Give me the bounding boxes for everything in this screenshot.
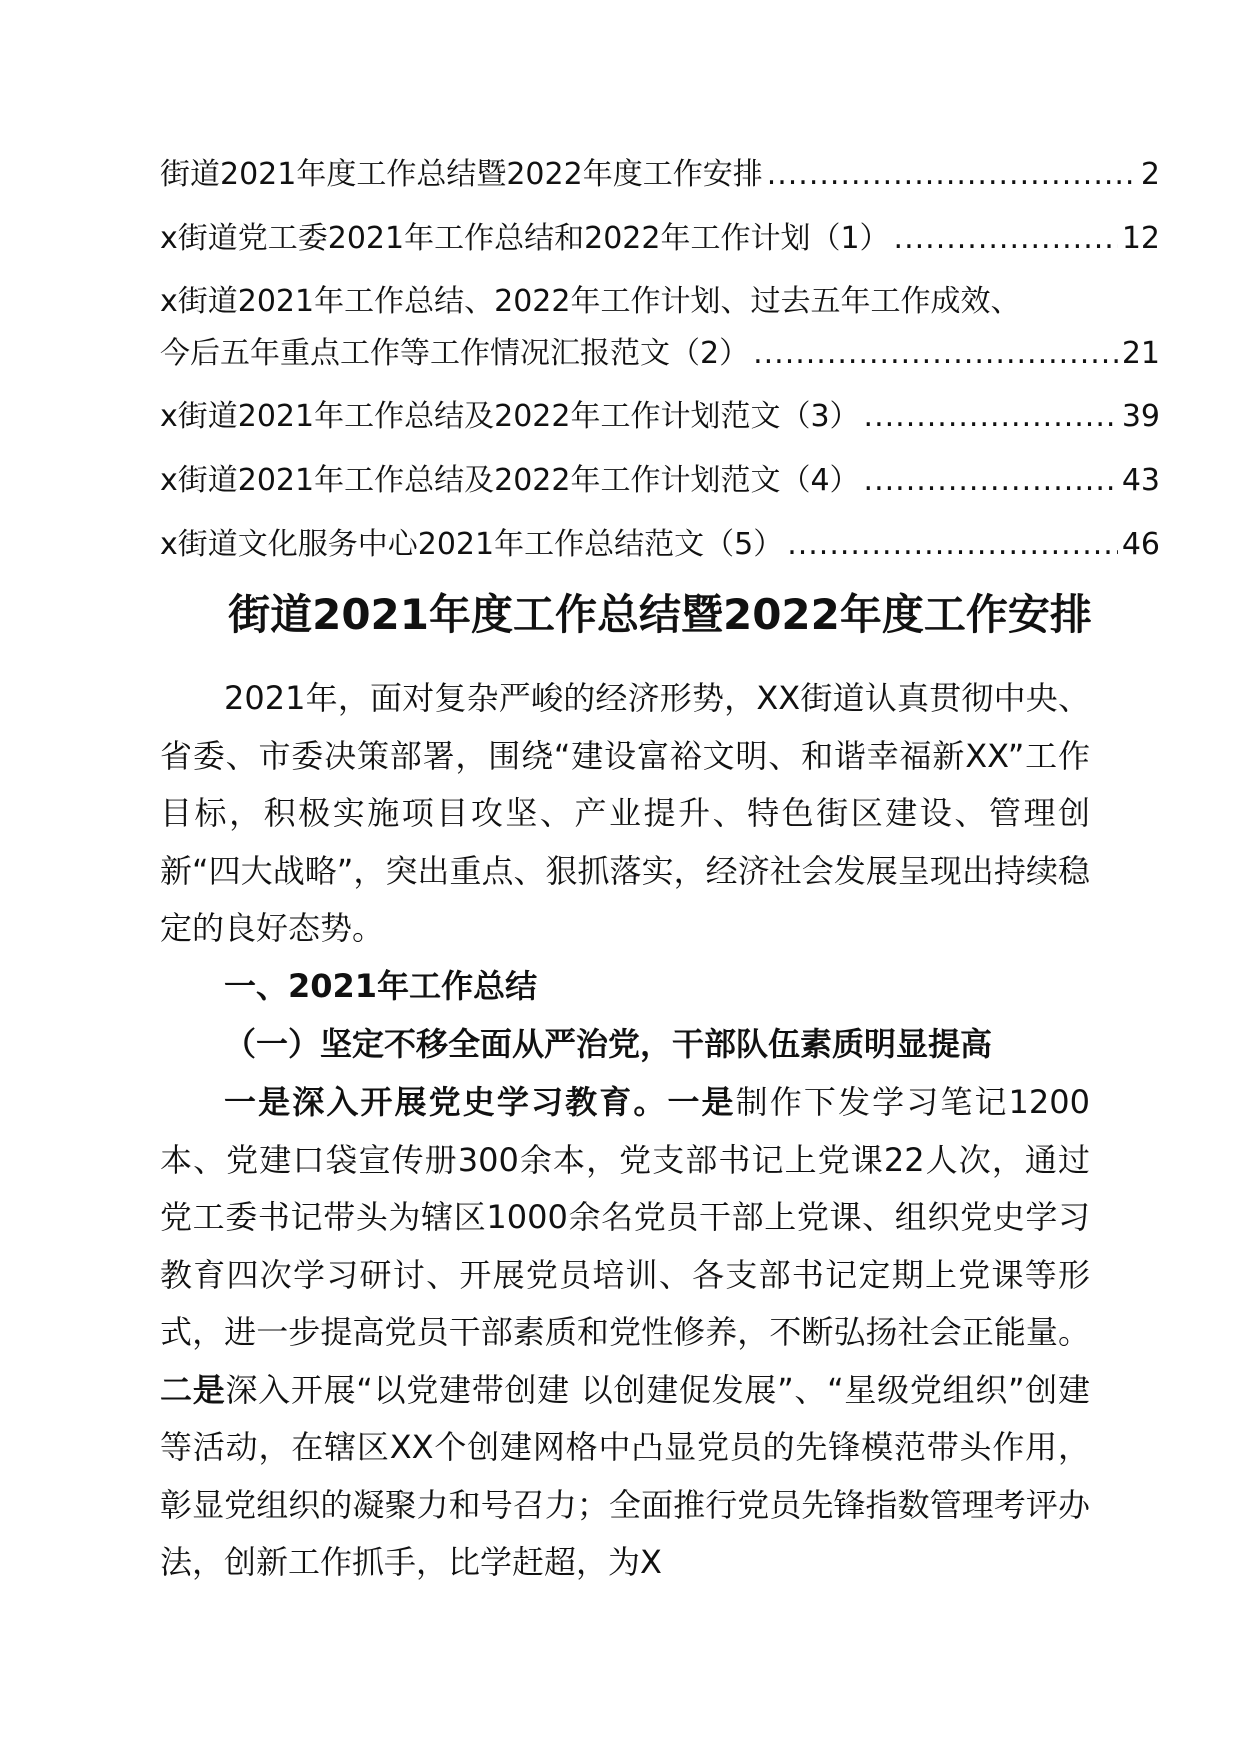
- toc-entry-title: x街道文化服务中心2021年工作总结范文（5）: [160, 527, 784, 562]
- table-of-contents: [160, 148, 1160, 582]
- toc-entry-title: 街道2021年度工作总结暨2022年度工作安排: [160, 157, 763, 192]
- toc-entry-title-line1: x街道2021年工作总结、2022年工作计划、过去五年工作成效、: [160, 284, 1021, 319]
- toc-entry[interactable]: [160, 148, 1160, 202]
- toc-page-number: 43: [1121, 463, 1160, 498]
- toc-page-number: 12: [1121, 221, 1160, 256]
- toc-page-number: 21: [1121, 336, 1160, 371]
- toc-entry-title: x街道2021年工作总结及2022年工作计划范文（4）: [160, 463, 860, 498]
- toc-entry[interactable]: [160, 212, 1160, 266]
- toc-entry[interactable]: [160, 454, 1160, 508]
- toc-entry[interactable]: [160, 518, 1160, 572]
- section-heading: 一、2021年工作总结: [224, 967, 538, 1005]
- subsection-heading: （一）坚定不移全面从严治党，干部队伍素质明显提高: [224, 1025, 993, 1063]
- toc-entry-title-line2: 今后五年重点工作等工作情况汇报范文（2）: [160, 336, 750, 371]
- toc-leader-dots: [787, 518, 1118, 572]
- toc-leader-dots: [767, 148, 1137, 202]
- item-marker-bold: 一是: [667, 1083, 736, 1121]
- item-text: 深入开展“以党建带创建 以创建促发展”、“星级党组织”创建等活动，在辖区XX个创建网格中凸显党员的先锋模范带头作用，彰显党组织的凝聚力和号召力；全面推行党员先锋指数管理考评办法，创新工作抓手，比学赶超，为X: [160, 1370, 1090, 1581]
- intro-paragraph: 2021年，面对复杂严峻的经济形势，XX街道认真贯彻中央、省委、市委决策部署，围绕“建设富裕文明、和谐幸福新XX”工作目标，积极实施项目攻坚、产业提升、特色街区建设、管理创新“四大战略”，突出重点、狠抓落实，经济社会发展呈现出持续稳定的良好态势。: [160, 679, 1090, 947]
- toc-page-number: 39: [1121, 399, 1160, 434]
- toc-entry-title: x街道2021年工作总结及2022年工作计划范文（3）: [160, 399, 860, 434]
- item-marker-bold: 二是: [160, 1370, 226, 1409]
- item-text: 制作下发学习笔记1200本、党建口袋宣传册300余本，党支部书记上党课22人次，通过党工委书记带头为辖区1000余名党员干部上党课、组织党史学习教育四次学习研讨、开展党员培训、各支部书记定期上党课等形式，进一步提高党员干部素质和党性修养，不断弘扬社会正能量。: [160, 1083, 1090, 1351]
- toc-entry[interactable]: [160, 390, 1160, 444]
- toc-leader-dots: [894, 212, 1118, 266]
- toc-entry-title: x街道党工委2021年工作总结和2022年工作计划（1）: [160, 221, 890, 256]
- toc-leader-dots: [864, 390, 1118, 444]
- toc-page-number: 2: [1140, 157, 1160, 192]
- toc-page-number: 46: [1121, 527, 1160, 562]
- document-title: 街道2021年度工作总结暨2022年度工作安排: [228, 590, 1092, 639]
- toc-leader-dots: [753, 328, 1118, 380]
- body-paragraph: [160, 1074, 1090, 1592]
- toc-entry[interactable]: [160, 276, 1160, 380]
- paragraph-lead-bold: 一是深入开展党史学习教育。: [224, 1083, 668, 1121]
- toc-leader-dots: [864, 454, 1118, 508]
